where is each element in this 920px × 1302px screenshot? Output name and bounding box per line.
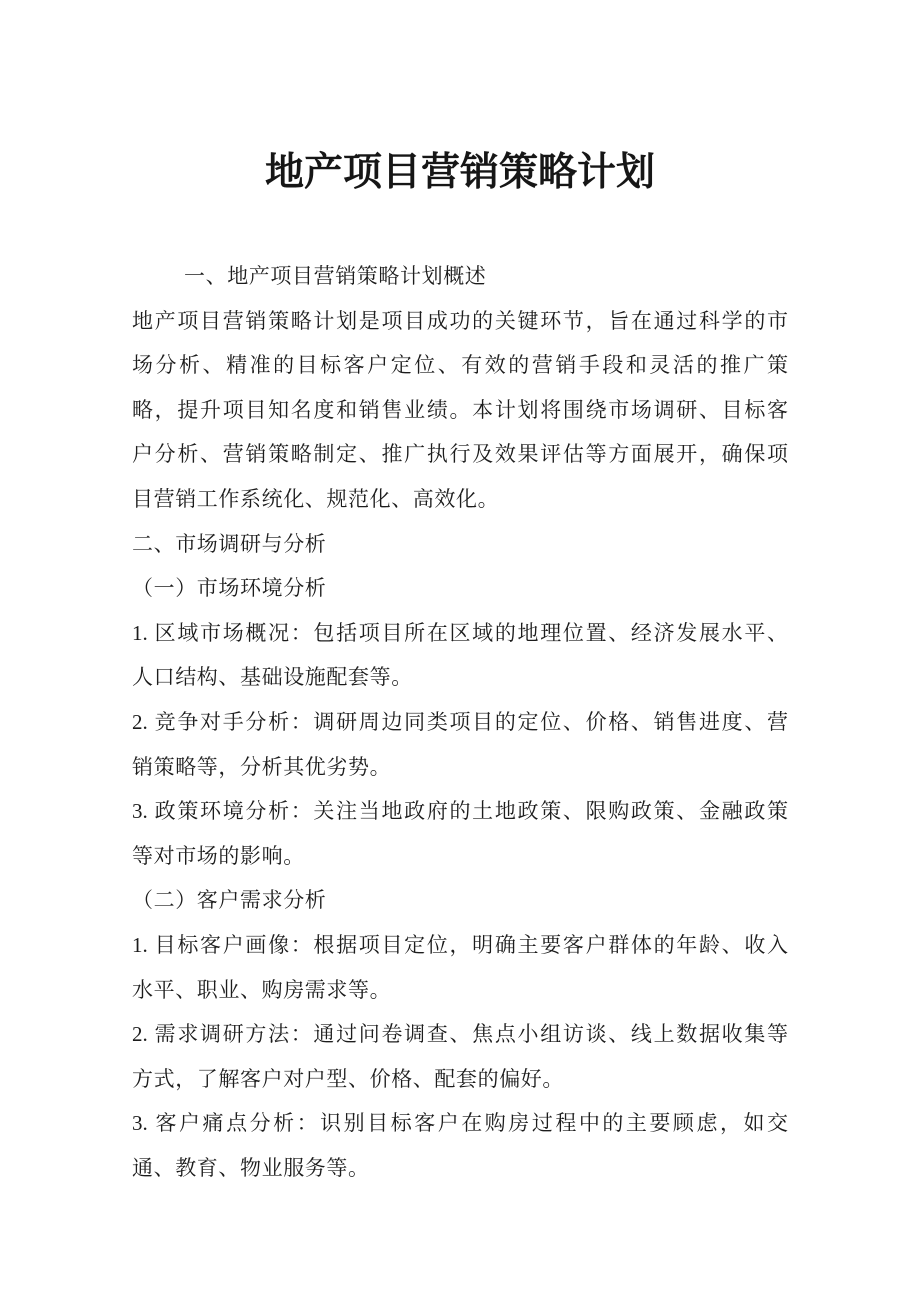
text-line: 场分析、精准的目标客户定位、有效的营销手段和灵活的推广策 xyxy=(132,353,788,378)
text-line: 略，提升项目知名度和销售业绩。本计划将围绕市场调研、目标客 xyxy=(132,397,788,422)
text-line: 目营销工作系统化、规范化、高效化。 xyxy=(132,486,500,511)
text-line: 3. 政策环境分析：关注当地政府的土地政策、限购政策、金融政策 xyxy=(132,799,788,824)
document-body xyxy=(132,254,788,1190)
document-title: 地产项目营销策略计划 xyxy=(264,151,655,194)
text-line: （一）市场环境分析 xyxy=(132,576,327,601)
text-line: 一、地产项目营销策略计划概述 xyxy=(184,264,487,288)
text-line: 水平、职业、购房需求等。 xyxy=(132,977,392,1002)
text-line: 地产项目营销策略计划是项目成功的关键环节，旨在通过科学的市 xyxy=(132,308,788,333)
text-line: 人口结构、基础设施配套等。 xyxy=(132,665,413,690)
text-line: 2. 竞争对手分析：调研周边同类项目的定位、价格、销售进度、营 xyxy=(132,709,788,734)
text-line: 户分析、营销策略制定、推广执行及效果评估等方面展开，确保项 xyxy=(132,442,788,467)
text-line: 1. 区域市场概况：包括项目所在区域的地理位置、经济发展水平、 xyxy=(132,620,788,645)
text-line: 销策略等，分析其优劣势。 xyxy=(132,754,392,779)
text-line: 方式，了解客户对户型、价格、配套的偏好。 xyxy=(132,1066,564,1091)
text-line: 等对市场的影响。 xyxy=(132,843,305,868)
text-line: 3. 客户痛点分析：识别目标客户在购房过程中的主要顾虑，如交 xyxy=(132,1111,788,1136)
text-line: 通、教育、物业服务等。 xyxy=(132,1155,370,1180)
text-line: 二、市场调研与分析 xyxy=(132,531,327,556)
text-line: 1. 目标客户画像：根据项目定位，明确主要客户群体的年龄、收入 xyxy=(132,932,788,957)
text-line: 2. 需求调研方法：通过问卷调查、焦点小组访谈、线上数据收集等 xyxy=(132,1022,788,1047)
text-line: （二）客户需求分析 xyxy=(132,888,327,913)
